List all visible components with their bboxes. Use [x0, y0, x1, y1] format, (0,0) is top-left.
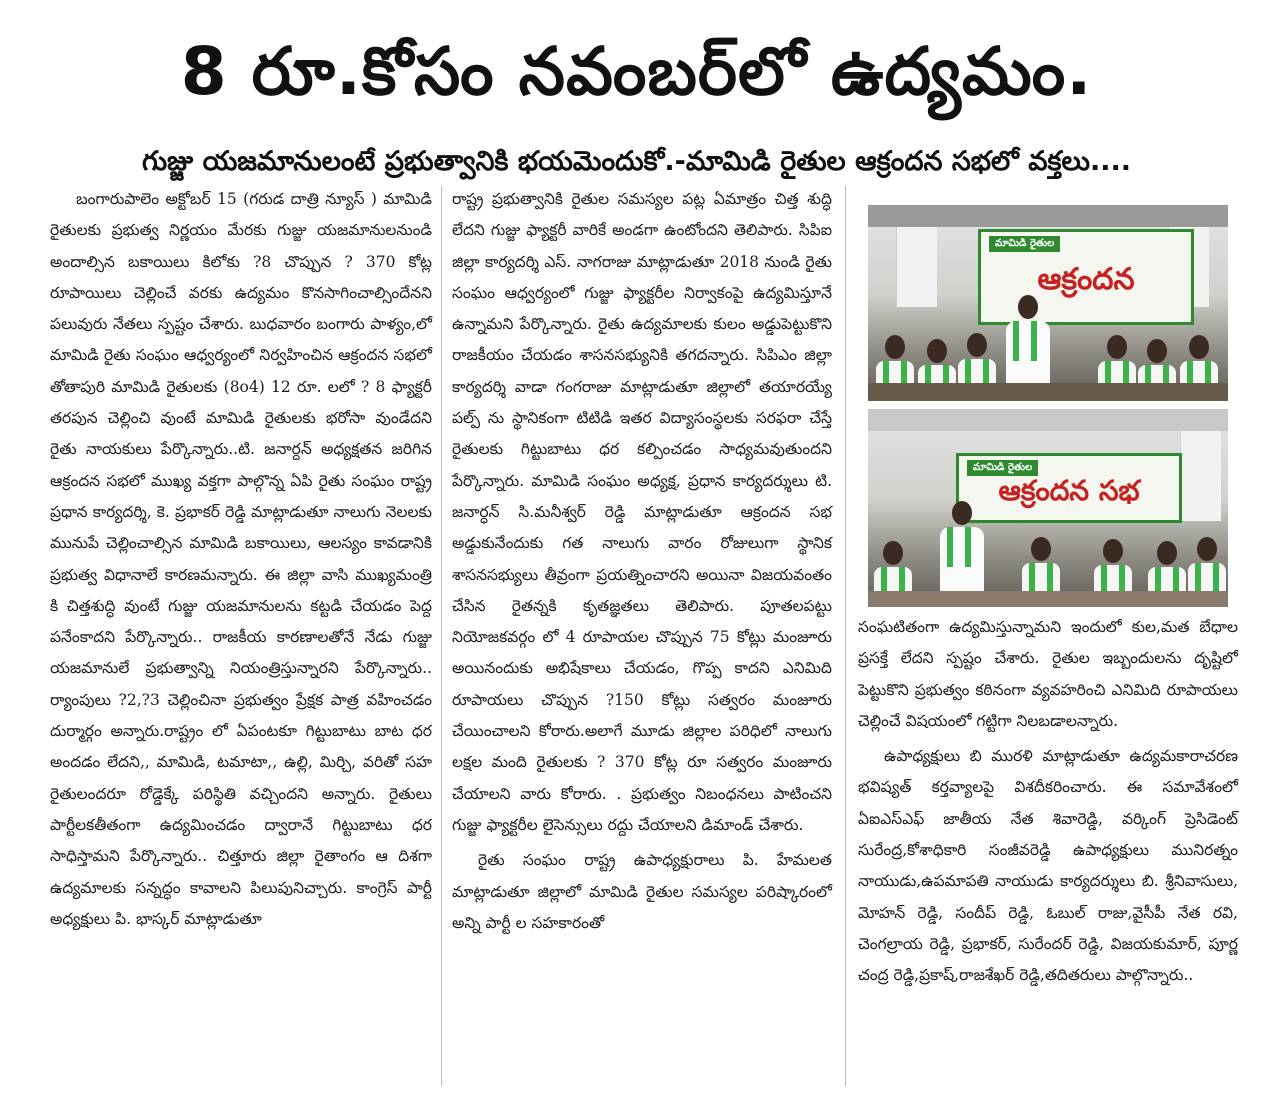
- paragraph: బంగారుపాలెం అక్టోబర్ 15 (గరుడ దాత్రి న్యూస్ ) మామిడి రైతులకు ప్రభుత్వ నిర్ణయం మేరకు గుజ్జు యజమానులనుండి అందాల్సిన బకాయిలు కిలోకు ?8 చొప్పున ? 370 కోట్ల రూపాయిలు చెల్లించే వరకు ఉద్యమం కొనసాగించాల్సిందేనని పలువురు నేతలు స్పష్టం చేశారు. బుధవారం బంగారు పాళ్యం,లో మామిడి రైతు సంఘం ఆధ్వర్యంలో నిర్వహించిన ఆక్రందన సభలో తోతాపురి మామిడి రైతులకు (8o4) 12 రూ. లలో ? 8 ఫ్యాక్టరీ తరపున చెల్లించి వుంటే మామిడి రైతులకు భరోసా వుండేదని రైతు నాయకులు పేర్కొన్నారు..టి. జనార్దన్ అధ్యక్షతన జరిగిన ఆక్రందన సభలో ముఖ్య వక్తగా పాల్గొన్న ఏపి రైతు సంఘం రాష్ట్ర ప్రధాన కార్యదర్శి, కె. ప్రభాకర్ రెడ్డి మాట్లాడుతూ నాలుగు నెలలకు మునుపే చెల్లించాల్సిన మామిడి బకాయిలు, ఆలస్యం కావడానికి ప్రభుత్వ విధానాలే కారణమన్నారు. ఈ జిల్లా వాసి ముఖ్యమంత్రి కి చిత్తశుద్ధి వుంటే గుజ్జు యజమానులను కట్టడి చేయడం పెద్ద పనేంకాదని పేర్కొన్నారు.. రాజకీయ కారణాలతోనే నేడు గుజ్జు యజమానులే ప్రభుత్వాన్ని నియంత్రిస్తున్నారని పేర్కొన్నారు.. ర్యాంపులు ?2,?3 చెల్లించినా ప్రభుత్వం ప్రేక్షక పాత్ర వహించడం దుర్మార్గం అన్నారు.రాష్ట్రం లో ఏపంటకూ గిట్టుబాటు బాట ధర అందడం లేదని,, మామిడి, టమాటా,, ఉల్లి, మిర్చి, వరితో సహ రైతులందరూ రోడ్డెక్కే పరిస్థితి వచ్చిందని అన్నారు. రైతులు పార్టీలకతీతంగా ఉద్యమించడం ద్వారానే గిట్టుబాటు ధర సాధిస్తామని పేర్కొన్నారు.. చిత్తూరు జిల్లా రైతాంగం ఆ దిశగా ఉద్యమాలకు సన్నద్ధం కావాలని పిలుపునిచ్చారు. కాంగ్రెస్ పార్టీ అధ్యక్షులు పి. భాస్కర్ మాట్లాడుతూ: [50, 190, 432, 928]
- meeting-photo-1: [868, 205, 1228, 401]
- table: [868, 591, 1228, 607]
- article-headline: 8 రూ.కోసం నవంబర్‌లో ఉద్యమం.: [180, 33, 1093, 110]
- shed-roof: [868, 205, 1228, 227]
- paragraph: రాష్ట్ర ప్రభుత్వానికి రైతుల సమస్యల పట్ల ఏమాత్రం చిత్త శుద్ధి లేదని గుజ్జు ఫ్యాక్టరీ వారికే అండగా ఉంటోందని తెలిపారు. సిపిఐ జిల్లా కార్యదర్శి ఎస్. నాగరాజు మాట్లాడుతూ 2018 నుండి రైతు సంఘం ఆధ్వర్యంలో గుజ్జు ఫ్యాక్టరీల నిర్వాకంపై ఉద్యమిస్తూనే ఉన్నామని పేర్కొన్నారు. రైతు ఉద్యమాలకు కులం అడ్డుపెట్టుకొని రాజకీయం చేయడం శాసనసభ్యునికి తగదన్నారు. సిపిఎం జిల్లా కార్యదర్శి వాడా గంగరాజు మాట్లాడుతూ జిల్లాలో తయారయ్యే పల్ప్ ను స్థానికంగా టిటిడి ఇతర విద్యాసంస్థలకు సరఫరా చేస్తే రైతులకు గిట్టుబాటు ధర కల్పించడం సాధ్యమవుతుందని పేర్కొన్నారు. మామిడి సంఘం అధ్యక్ష, ప్రధాన కార్యదర్శులు టి. జనార్ధన్ సి.మనీశ్వర్ రెడ్డి మాట్లాడుతూ ఆక్రందన సభ అడ్డుకునేందుకు గత నాలుగు వారం రోజులుగా స్థానిక శాసనసభ్యులు తీవ్రంగా ప్రయత్నించారని అయినా విజయవంతం చేసిన రైతన్నకి కృతజ్ఞతలు తెలిపారు. పూతలపట్టు నియోజకవర్గం లో 4 రూపాయల చొప్పున 75 కోట్లు మంజూరు అయినందుకు అభిషేకాలు చేయడం, గొప్ప కాదని ఎనిమిది రూపాయలు చొప్పున ?150 కోట్లు సత్వరం మంజూరు చేయించాలని కోరారు.అలాగే మూడు జిల్లాల పరిధిలో నాలుగు లక్షల మంది రైతులకు ? 370 కోట్ల రూ సత్వరం మంజూరు చేయాలని వారు కోరారు. . ప్రభుత్వం నిబంధనలు పాటించని గుజ్జు ఫ్యాక్టరీల లైసెన్సులు రద్దు చేయాలని డిమాండ్ చేశారు.: [452, 190, 832, 834]
- article-column-2: [452, 184, 832, 943]
- paragraph: ఉపాధ్యక్షులు బి మురళి మాట్లాడుతూ ఉద్యమకారాచరణ భవిష్యత్ కర్తవ్యాలపై విశదీకరించారు. ఈ సమావేశంలో ఏఐఎస్ఎఫ్ జాతీయ నేత శివారెడ్డి, వర్కింగ్ ప్రెసిడెంట్ సురేంద్ర,కోశాధికారి సంజీవరెడ్డి ఉపాధ్యక్షులు మునిరత్నం నాయుడు,ఉపమాపతి నాయుడు కార్యదర్శులు బి. శ్రీనివాసులు, మోహన్ రెడ్డి, సందీప్ రెడ్డి, ఓబుల్ రాజు,వైసీపీ నేత రవి, చెంగల్రాయ రెడ్డి, ప్రభాకర్, సురేందర్ రెడ్డి, విజయకుమార్, పూర్ణ చంద్ర రెడ్డి,ప్రకాష్,రాజశేఖర్ రెడ్డి,తదితరులు పాల్గొన్నారు..: [858, 747, 1238, 985]
- meeting-banner: [956, 453, 1182, 523]
- pillar: [896, 227, 937, 307]
- banner-caption: మామిడి రైతుల: [967, 460, 1038, 476]
- meeting-photo-2: [868, 409, 1228, 607]
- shed-roof: [868, 409, 1228, 431]
- speaker: [1006, 295, 1050, 387]
- speaker: [940, 501, 984, 593]
- banner-title: ఆక్రందన: [1037, 262, 1135, 297]
- pillar: [1180, 431, 1221, 521]
- column-divider: [845, 186, 846, 1086]
- table: [868, 383, 1228, 401]
- banner-caption: మామిడి రైతుల: [989, 236, 1060, 252]
- article-column-1: [50, 184, 432, 939]
- article-subheadline: గుజ్జు యజమానులంటే ప్రభుత్వానికి భయమెందుకో.-మామిడి రైతుల ఆక్రందన సభలో వక్తలు....: [141, 146, 1132, 177]
- column-divider: [441, 186, 442, 1086]
- paragraph: రైతు సంఘం రాష్ట్ర ఉపాధ్యక్షురాలు పి. హేమలత మాట్లాడుతూ జిల్లాలో మామిడి రైతుల సమస్యల పరిష్కారంలో అన్ని పార్టీ ల సహకారంతో: [452, 851, 832, 932]
- banner-title: ఆక్రందన సభ: [998, 474, 1140, 507]
- article-column-3: [858, 612, 1238, 996]
- paragraph: సంఘటితంగా ఉద్యమిస్తున్నామని ఇందులో కుల,మత బేధాల ప్రసక్తే లేదని స్పష్టం చేశారు. రైతుల ఇబ్బందులను దృష్టిలో పెట్టుకొని ప్రభుత్వం కఠినంగా వ్యవహరించి ఎనిమిది రూపాయలు చెల్లించే విషయంలో గట్టిగా నిలబడాలన్నారు.: [858, 618, 1238, 730]
